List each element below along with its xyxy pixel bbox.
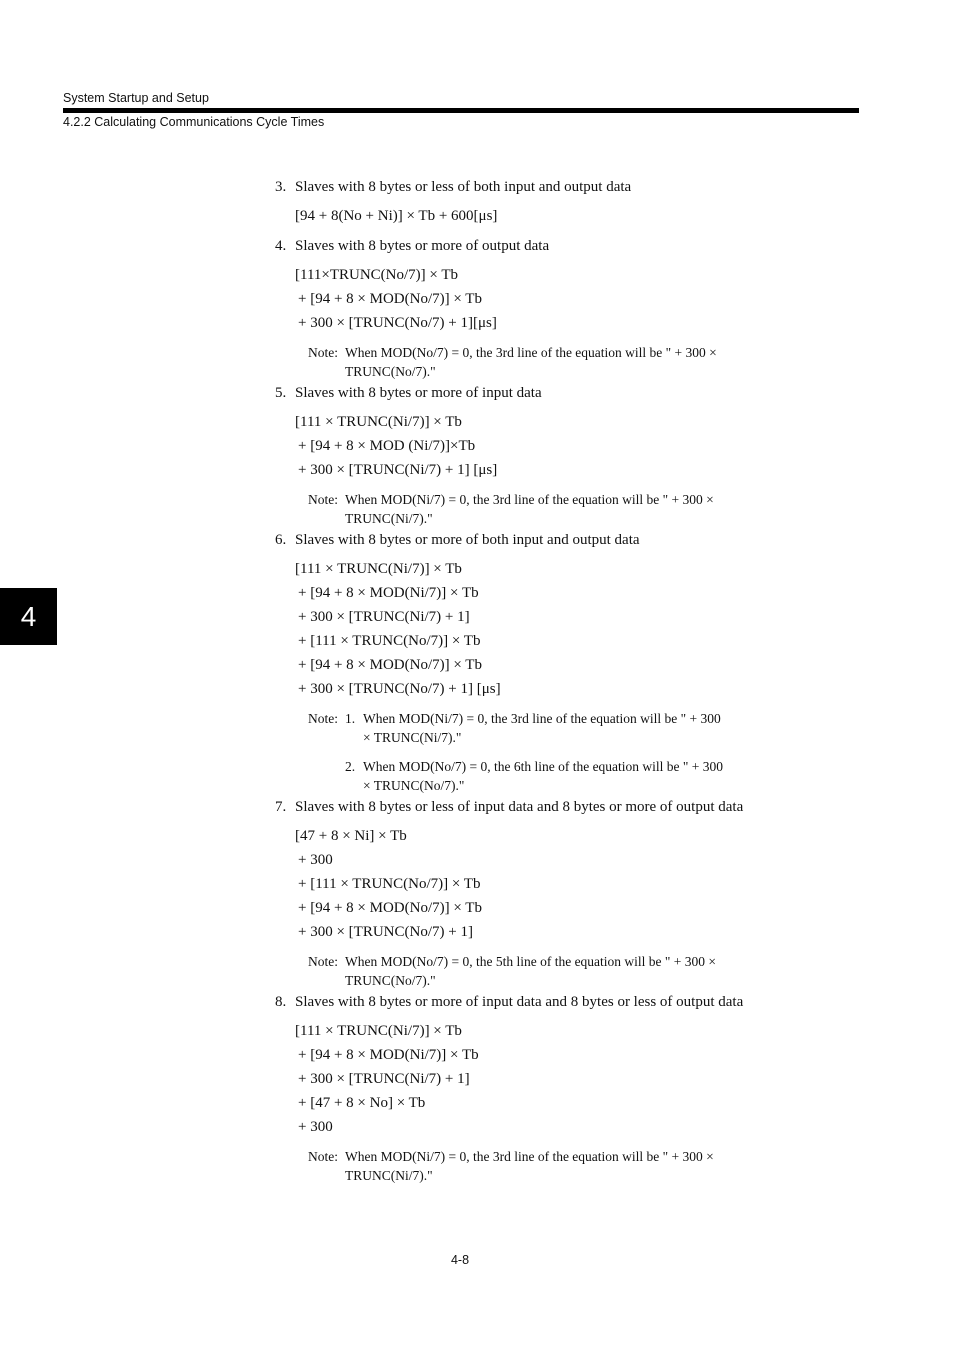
note-text: When MOD(Ni/7) = 0, the 3rd line of the equation will be " + 300 ×: [345, 1149, 714, 1164]
list-item-4: [275, 234, 795, 381]
list-item-6: [275, 528, 795, 795]
note-number: 2.: [345, 759, 356, 774]
equation-line: + 300 × [TRUNC(No/7) + 1][μs]: [298, 315, 497, 331]
page-number: 4-8: [450, 1253, 470, 1267]
note-text: When MOD(Ni/7) = 0, the 3rd line of the equation will be " + 300: [363, 711, 721, 726]
item-title: Slaves with 8 bytes or more of output data: [295, 238, 550, 254]
note-text: TRUNC(Ni/7).": [345, 1168, 433, 1183]
note-number: 1.: [345, 711, 356, 726]
note-text: × TRUNC(Ni/7).": [363, 730, 462, 745]
list-item-8: [275, 990, 795, 1185]
equation-line: [111×TRUNC(No/7)] × Tb: [295, 267, 459, 283]
note-label: Note:: [308, 1149, 338, 1164]
equation-line: + 300 × [TRUNC(No/7) + 1] [μs]: [298, 681, 501, 697]
item-title: Slaves with 8 bytes or less of both input and output data: [295, 179, 632, 195]
item-number: 4.: [275, 238, 287, 254]
note-text: When MOD(Ni/7) = 0, the 3rd line of the equation will be " + 300 ×: [345, 492, 714, 507]
note-text: TRUNC(Ni/7).": [345, 511, 433, 526]
equation-line: [111 × TRUNC(Ni/7)] × Tb: [295, 1023, 462, 1039]
note-text: × TRUNC(No/7).": [363, 778, 465, 793]
note: [308, 1147, 795, 1185]
equation-line: [111 × TRUNC(Ni/7)] × Tb: [295, 561, 462, 577]
note-text: When MOD(No/7) = 0, the 6th line of the equation will be " + 300: [363, 759, 724, 774]
list-item-3: [275, 175, 795, 228]
note: [308, 952, 795, 990]
running-header-chapter: System Startup and Setup: [63, 91, 209, 105]
equation-line: + [94 + 8 × MOD(No/7)] × Tb: [298, 900, 482, 916]
item-number: 7.: [275, 799, 287, 815]
chapter-tab: 4: [0, 588, 57, 645]
item-number: 6.: [275, 532, 287, 548]
running-header-section: 4.2.2 Calculating Communications Cycle Times: [63, 115, 325, 129]
note-label: Note:: [308, 954, 338, 969]
equation: [295, 263, 795, 335]
note-text: When MOD(No/7) = 0, the 3rd line of the equation will be " + 300 ×: [345, 345, 717, 360]
item-number: 8.: [275, 994, 287, 1010]
header-rule: [63, 108, 859, 113]
item-title: Slaves with 8 bytes or more of both input and output data: [295, 532, 640, 548]
equation: [295, 824, 795, 944]
equation: [295, 557, 795, 701]
equation-line: + 300 × [TRUNC(Ni/7) + 1]: [298, 609, 470, 625]
equation-line: [47 + 8 × Ni] × Tb: [295, 828, 407, 844]
note-text: TRUNC(No/7).": [345, 364, 436, 379]
equation-line: + 300: [298, 1119, 333, 1135]
note: [308, 709, 795, 795]
equation: [295, 1019, 795, 1139]
item-title: Slaves with 8 bytes or more of input data and 8 bytes or less of output data: [295, 994, 744, 1010]
equation-line: + 300 × [TRUNC(Ni/7) + 1] [μs]: [298, 462, 498, 478]
equation-line: + [111 × TRUNC(No/7)] × Tb: [298, 876, 481, 892]
item-title: Slaves with 8 bytes or more of input data: [295, 385, 542, 401]
note-label: Note:: [308, 345, 338, 360]
equation-line: [111 × TRUNC(Ni/7)] × Tb: [295, 414, 462, 430]
equation-line: + [94 + 8 × MOD(Ni/7)] × Tb: [298, 585, 479, 601]
page-body: [275, 175, 795, 1185]
equation-line: [94 + 8(No + Ni)] × Tb + 600[μs]: [295, 208, 498, 224]
item-title: Slaves with 8 bytes or less of input data and 8 bytes or more of output data: [295, 799, 744, 815]
note-text: TRUNC(No/7).": [345, 973, 436, 988]
equation-line: + [111 × TRUNC(No/7)] × Tb: [298, 633, 481, 649]
note: [308, 343, 795, 381]
equation-line: + [47 + 8 × No] × Tb: [298, 1095, 426, 1111]
equation-line: + 300 × [TRUNC(No/7) + 1]: [298, 924, 473, 940]
note-text: When MOD(No/7) = 0, the 5th line of the equation will be " + 300 ×: [345, 954, 717, 969]
note-label: Note:: [308, 492, 338, 507]
equation-line: + 300: [298, 852, 333, 868]
list-item-5: [275, 381, 795, 528]
note-label: Note:: [308, 711, 338, 726]
equation-line: + [94 + 8 × MOD(No/7)] × Tb: [298, 291, 482, 307]
equation-line: + [94 + 8 × MOD(No/7)] × Tb: [298, 657, 482, 673]
equation: [295, 410, 795, 482]
equation-line: + 300 × [TRUNC(Ni/7) + 1]: [298, 1071, 470, 1087]
equation-line: + [94 + 8 × MOD (Ni/7)]×Tb: [298, 438, 476, 454]
equation-line: + [94 + 8 × MOD(Ni/7)] × Tb: [298, 1047, 479, 1063]
list-item-7: [275, 795, 795, 990]
note: [308, 490, 795, 528]
item-number: 5.: [275, 385, 287, 401]
equation: [295, 204, 795, 228]
item-number: 3.: [275, 179, 287, 195]
